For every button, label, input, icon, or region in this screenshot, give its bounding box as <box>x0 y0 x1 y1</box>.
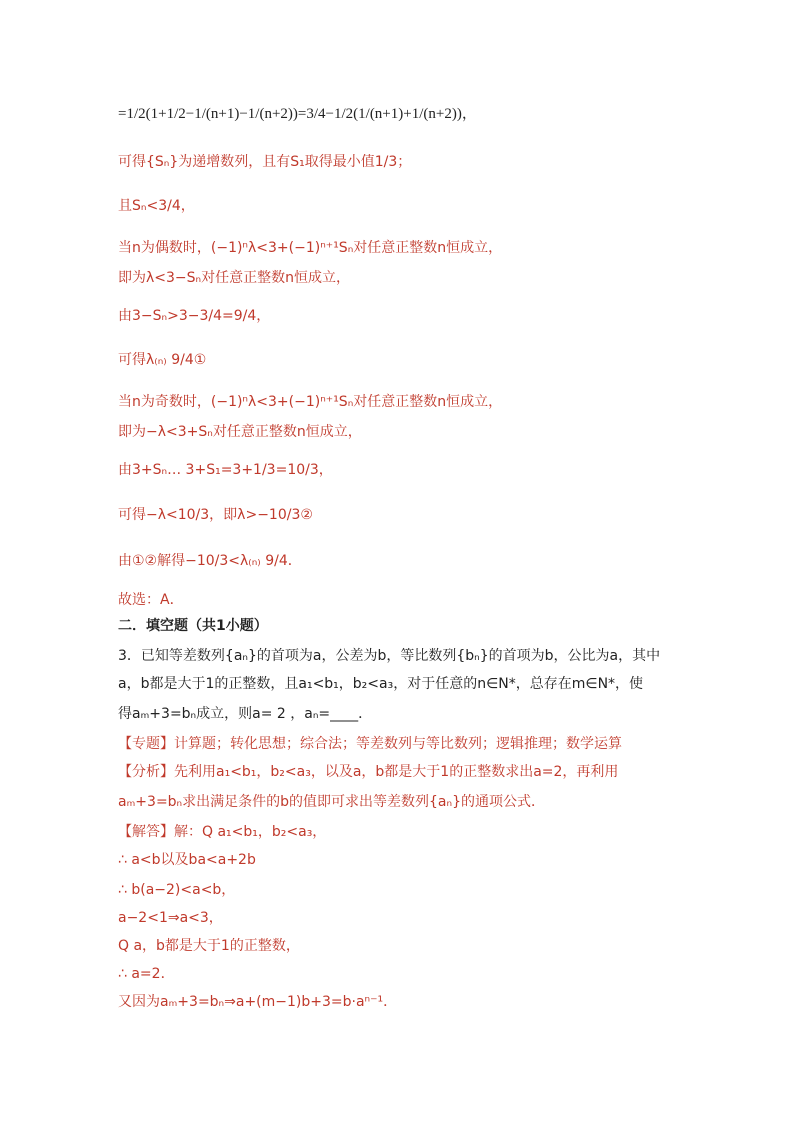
line-7: 可得λ₍ₙ₎ 9/4① <box>118 352 207 368</box>
solution-line-6: ∴ a=2． <box>118 966 175 982</box>
solution-line-4: a−2<1⇒a<3， <box>118 910 223 926</box>
solution-line-7: 又因为aₘ+3=bₙ⇒a+(m−1)b+3=b·aⁿ⁻¹． <box>118 994 398 1010</box>
topic-line: 【专题】计算题；转化思想；综合法；等差数列与等比数列；逻辑推理；数学运算 <box>118 736 622 752</box>
analysis-line-2: aₘ+3=bₙ求出满足条件的b的值即可求出等差数列{aₙ}的通项公式． <box>118 794 545 810</box>
analysis-line-1: 【分析】先利用a₁<b₁，b₂<a₃，以及a，b都是大于1的正整数求出a=2，再利用 <box>118 764 619 780</box>
line-12: 由①②解得−10/3<λ₍ₙ₎ 9/4． <box>118 553 302 569</box>
question-line-3: 得aₘ+3=bₙ成立，则a= 2 ，aₙ=____． <box>118 706 373 722</box>
line-10: 由3+Sₙ… 3+S₁=3+1/3=10/3， <box>118 462 333 478</box>
line-4: 当n为偶数时，(−1)ⁿλ<3+(−1)ⁿ⁺¹Sₙ对任意正整数n恒成立， <box>118 240 503 256</box>
question-line-2: a，b都是大于1的正整数，且a₁<b₁，b₂<a₃，对于任意的n∈N*，总存在m∈N*，使 <box>118 676 644 692</box>
section-heading: 二．填空题（共1小题） <box>118 618 268 634</box>
line-2: 可得{Sₙ}为递增数列，且有S₁取得最小值1/3； <box>118 154 412 170</box>
line-5: 即为λ<3−Sₙ对任意正整数n恒成立， <box>118 270 350 286</box>
line-13: 故选：A． <box>118 592 184 608</box>
solution-line-3: ∴ b(a−2)<a<b， <box>118 882 236 898</box>
line-9: 即为−λ<3+Sₙ对任意正整数n恒成立， <box>118 424 362 440</box>
solution-line-1: 【解答】解：Q a₁<b₁，b₂<a₃， <box>118 824 327 840</box>
line-8: 当n为奇数时，(−1)ⁿλ<3+(−1)ⁿ⁺¹Sₙ对任意正整数n恒成立， <box>118 394 503 410</box>
line-11: 可得−λ<10/3，即λ>−10/3② <box>118 507 313 523</box>
line-6: 由3−Sₙ>3−3/4=9/4， <box>118 308 271 324</box>
solution-line-5: Q a，b都是大于1的正整数， <box>118 938 300 954</box>
question-line-1: 3．已知等差数列{aₙ}的首项为a，公差为b，等比数列{bₙ}的首项为b，公比为a，其中 <box>118 648 661 664</box>
line-1: =1/2(1+1/2−1/(n+1)−1/(n+2))=3/4−1/2(1/(n+1)+1/(n+2))， <box>118 106 477 122</box>
line-3: 且Sₙ<3/4， <box>118 198 195 214</box>
solution-line-2: ∴ a<b以及ba<a+2b <box>118 852 256 868</box>
